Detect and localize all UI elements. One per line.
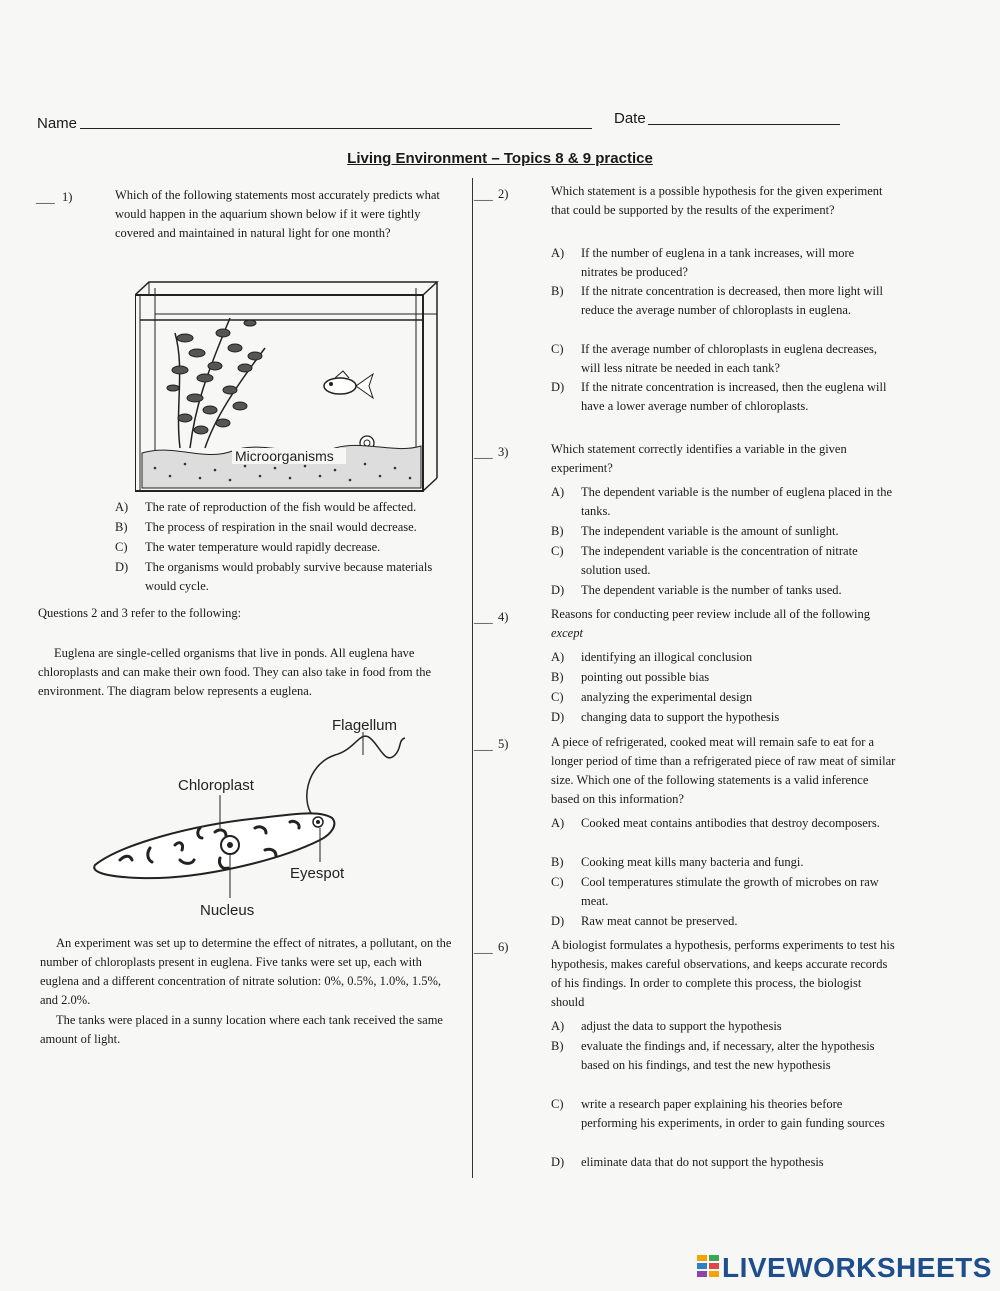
stem-text: Reasons for conducting peer review include all of the following <box>551 607 871 621</box>
option-letter: D) <box>551 710 565 724</box>
question-number-5: 5) <box>498 737 509 751</box>
q1-option-c[interactable] <box>115 538 465 557</box>
option-letter: B) <box>551 284 564 298</box>
option-text: Cooked meat contains antibodies that destroy decomposers. <box>581 816 880 830</box>
answer-blank-3[interactable]: ___ <box>474 446 493 460</box>
option-letter: A) <box>551 650 565 664</box>
answer-blank-4[interactable]: ___ <box>474 611 493 625</box>
q5-option-d[interactable] <box>551 912 896 931</box>
option-text: The independent variable is the concentration of nitrate solution used. <box>581 544 858 577</box>
question-number-3: 3) <box>498 445 509 459</box>
option-text: write a research paper explaining his theories before performing his experiments, in order to gain funding sources <box>581 1097 885 1130</box>
q4-option-a[interactable] <box>551 648 896 667</box>
q1-option-a[interactable] <box>115 498 465 517</box>
option-letter: B) <box>551 524 564 538</box>
q6-option-c[interactable] <box>551 1095 896 1152</box>
column-divider <box>472 178 473 1178</box>
option-letter: A) <box>551 246 565 260</box>
option-letter: B) <box>551 855 564 869</box>
answer-blank-6[interactable]: ___ <box>474 941 493 955</box>
question-number-4: 4) <box>498 610 509 624</box>
option-text: Cool temperatures stimulate the growth of microbes on raw meat. <box>581 875 879 908</box>
option-letter: D) <box>551 583 565 597</box>
q2-option-a[interactable] <box>551 244 896 282</box>
q1-option-d[interactable] <box>115 558 465 596</box>
option-letter: C) <box>115 540 128 554</box>
q3-option-d[interactable] <box>551 581 896 600</box>
q6-option-b[interactable] <box>551 1037 896 1094</box>
chloroplast-label: Chloroplast <box>178 777 254 794</box>
option-text: The dependent variable is the number of euglena placed in the tanks. <box>581 485 892 518</box>
option-letter: C) <box>551 1097 564 1111</box>
name-field[interactable] <box>80 128 592 129</box>
fish-drawing <box>324 371 373 398</box>
option-text: The independent variable is the amount of sunlight. <box>581 524 839 538</box>
answer-blank-1[interactable]: ___ <box>36 191 55 205</box>
q4-option-b[interactable] <box>551 668 896 687</box>
q3-option-a[interactable] <box>551 483 896 521</box>
q2-option-d[interactable] <box>551 378 896 435</box>
option-text: If the number of euglena in a tank increases, will more nitrates be produced? <box>581 246 855 279</box>
question-number-2: 2) <box>498 187 509 201</box>
option-text: If the nitrate concentration is decreased, then more light will reduce the average number of chloroplasts in euglena. <box>581 284 883 317</box>
option-text: The dependent variable is the number of tanks used. <box>581 583 842 597</box>
question-stem-4 <box>551 605 891 643</box>
option-letter: D) <box>551 1155 565 1169</box>
q2-option-c[interactable] <box>551 340 896 378</box>
answer-blank-2[interactable]: ___ <box>474 188 493 202</box>
eyespot-label: Eyespot <box>290 865 345 882</box>
q6-option-d[interactable] <box>551 1153 896 1172</box>
option-letter: D) <box>115 560 129 574</box>
option-letter: A) <box>551 816 565 830</box>
flagellum-label: Flagellum <box>332 717 398 734</box>
q2-option-b[interactable] <box>551 282 896 339</box>
option-text: evaluate the findings and, if necessary, alter the hypothesis based on his findings, and test the new hypothesis <box>581 1039 875 1072</box>
q5-option-a[interactable] <box>551 814 896 852</box>
passage-paragraph-1: Euglena are single-celled organisms that live in ponds. All euglena have chloroplasts and can make their own food. They can also take in food from the environment. The diagram below represents a euglena. <box>38 646 432 698</box>
question-number-6: 6) <box>498 940 509 954</box>
option-text: identifying an illogical conclusion <box>581 650 753 664</box>
aquarium-diagram <box>135 278 440 498</box>
question-stem-3: Which statement correctly identifies a variable in the given experiment? <box>551 442 847 475</box>
page-title: Living Environment – Topics 8 & 9 practice <box>347 150 653 167</box>
option-text: The process of respiration in the snail would decrease. <box>145 520 417 534</box>
option-letter: B) <box>115 520 128 534</box>
option-letter: D) <box>551 380 565 394</box>
plant-drawing <box>167 318 265 448</box>
euglena-diagram <box>80 710 420 925</box>
q3-option-c[interactable] <box>551 542 896 580</box>
option-text: changing data to support the hypothesis <box>581 710 780 724</box>
question-number-1: 1) <box>62 190 73 204</box>
option-text: eliminate data that do not support the hypothesis <box>581 1155 824 1169</box>
question-stem-5: A piece of refrigerated, cooked meat will remain safe to eat for a longer period of time than a refrigerated piece of raw meat of similar size. Which one of the following statements is a valid inference based on this information? <box>551 735 896 806</box>
option-text: pointing out possible bias <box>581 670 710 684</box>
question-stem-2: Which statement is a possible hypothesis for the given experiment that could be supported by the results of the experiment? <box>551 184 883 217</box>
q1-option-b[interactable] <box>115 518 465 537</box>
option-text: If the nitrate concentration is increased, then the euglena will have a lower average number of chloroplasts. <box>581 380 887 413</box>
q4-option-c[interactable] <box>551 688 896 707</box>
option-text: The rate of reproduction of the fish would be affected. <box>145 500 417 514</box>
question-stem-6: A biologist formulates a hypothesis, performs experiments to test his hypothesis, makes careful observations, and keeps accurate records of his findings. In order to complete this process, the biologist should <box>551 938 895 1009</box>
answer-blank-5[interactable]: ___ <box>474 738 493 752</box>
liveworksheets-logo-icon <box>697 1255 719 1283</box>
nucleus-label: Nucleus <box>200 902 255 919</box>
microorganisms-label: Microorganisms <box>235 448 334 464</box>
option-text: The organisms would probably survive because materials would cycle. <box>145 560 433 593</box>
option-letter: A) <box>551 1019 565 1033</box>
name-label: Name <box>37 115 78 132</box>
option-text: If the average number of chloroplasts in euglena decreases, will less nitrate be needed in each tank? <box>581 342 878 375</box>
option-letter: C) <box>551 875 564 889</box>
q4-option-d[interactable] <box>551 708 896 727</box>
date-field[interactable] <box>648 124 840 125</box>
logo-icon-text <box>697 1255 699 1256</box>
option-letter: C) <box>551 690 564 704</box>
q3-option-b[interactable] <box>551 522 896 541</box>
option-letter: B) <box>551 670 564 684</box>
option-letter: C) <box>551 544 564 558</box>
option-letter: A) <box>551 485 565 499</box>
flagellum-line <box>307 736 405 818</box>
option-letter: A) <box>115 500 129 514</box>
passage-intro: Questions 2 and 3 refer to the following: <box>38 606 242 620</box>
q6-option-a[interactable] <box>551 1017 896 1036</box>
option-text: Cooking meat kills many bacteria and fungi. <box>581 855 804 869</box>
option-text: The water temperature would rapidly decrease. <box>145 540 381 554</box>
option-letter: C) <box>551 342 564 356</box>
q5-option-c[interactable] <box>551 873 896 911</box>
option-text: analyzing the experimental design <box>581 690 753 704</box>
liveworksheets-logo[interactable]: LIVEWORKSHEETS <box>722 1252 992 1283</box>
stem-italic-text: except <box>551 626 583 640</box>
question-stem-1: Which of the following statements most accurately predicts what would happen in the aquarium shown below if it were tightly covered and maintained in natural light for one month? <box>115 188 440 240</box>
option-text: Raw meat cannot be preserved. <box>581 914 738 928</box>
option-letter: D) <box>551 914 565 928</box>
option-letter: B) <box>551 1039 564 1053</box>
passage-paragraph-3: The tanks were placed in a sunny location where each tank received the same amount of light. <box>40 1013 443 1046</box>
passage-paragraph-2: An experiment was set up to determine the effect of nitrates, a pollutant, on the number of chloroplasts present in euglena. Five tanks were set up, each with euglena and a different concentration of nitrate solution: 0%, 0.5%, 1.0%, 1.5%, and 2.0%. <box>40 936 452 1007</box>
q5-option-b[interactable] <box>551 853 896 872</box>
option-text: adjust the data to support the hypothesis <box>581 1019 782 1033</box>
date-label: Date <box>614 110 646 127</box>
